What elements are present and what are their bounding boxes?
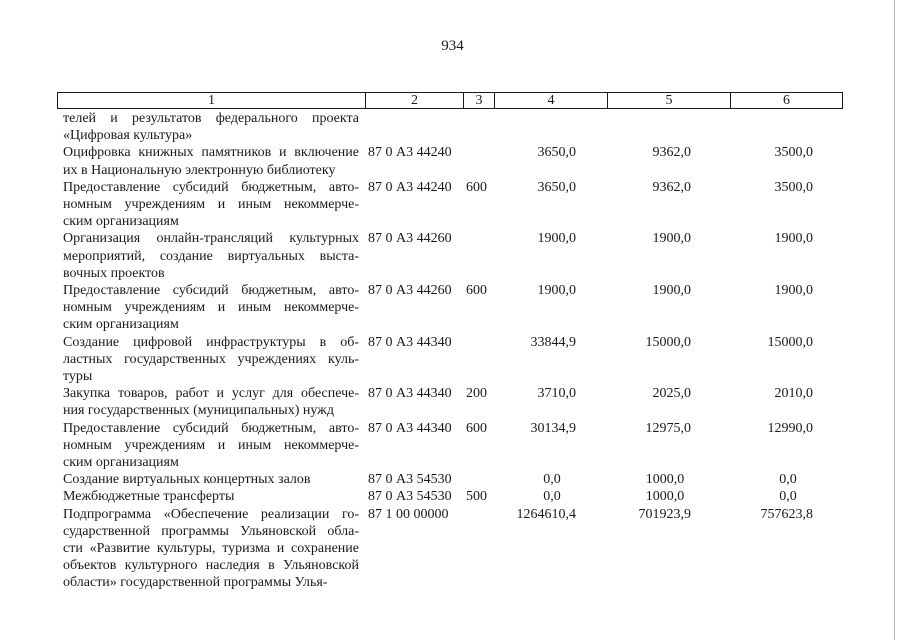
row-value-col5: 1900,0 [652, 283, 691, 299]
row-value-col6: 2010,0 [774, 386, 813, 402]
row-value-col4: 33844,9 [530, 334, 576, 350]
description-line: сти «Развитие культуры, туризма и сохранение [63, 541, 359, 557]
row-value-col4: 0,0 [543, 472, 561, 488]
row-expense-type: 600 [466, 420, 487, 436]
row-value-col5: 1000,0 [645, 489, 685, 505]
row-value-col6: 15000,0 [767, 334, 813, 350]
row-code: 87 0 А3 54530 [368, 489, 452, 505]
row-description [63, 420, 359, 472]
row-value-col4: 1264610,4 [516, 506, 576, 522]
table-row [0, 144, 905, 178]
row-expense-type: 500 [466, 489, 487, 505]
table-row [0, 334, 905, 386]
page-number: 934 [441, 38, 464, 54]
row-code: 87 1 00 00000 [368, 506, 449, 522]
row-value-col5: 2025,0 [652, 386, 691, 402]
description-line: объектов культурного наследия в Ульяновской [63, 558, 359, 574]
row-value-col4: 3710,0 [537, 386, 576, 402]
header-col-2: 2 [365, 93, 463, 108]
row-value-col4: 0,0 [543, 489, 561, 505]
row-expense-type: 600 [466, 283, 487, 299]
header-col-4: 4 [494, 93, 607, 108]
description-line: телей и результатов федерального проекта [63, 111, 359, 126]
description-line: туры [63, 369, 93, 385]
row-description [63, 488, 359, 505]
row-description [63, 334, 359, 386]
row-value-col6: 0,0 [779, 489, 797, 505]
row-value-col4: 30134,9 [530, 420, 576, 436]
description-line: Оцифровка книжных памятников и включение [63, 145, 359, 161]
row-code: 87 0 А3 54530 [368, 472, 452, 488]
header-col-1: 1 [208, 93, 215, 108]
description-line: Предоставление субсидий бюджетным, авто- [63, 420, 359, 436]
row-value-col5: 12975,0 [645, 420, 691, 436]
row-description [63, 179, 359, 231]
row-value-col5: 15000,0 [645, 334, 691, 350]
description-line: Подпрограмма «Обеспечение реализации го- [63, 506, 359, 522]
header-col-3: 3 [463, 93, 494, 108]
description-line: Создание виртуальных концертных залов [63, 472, 311, 488]
description-line: ния государственных (муниципальных) нужд [63, 403, 334, 419]
description-line: Создание цифровой инфраструктуры в об- [63, 334, 359, 350]
row-description [63, 282, 359, 334]
row-value-col4: 3650,0 [537, 179, 576, 195]
row-value-col6: 3500,0 [774, 145, 813, 161]
row-description [63, 230, 359, 282]
description-line: Межбюджетные трансферты [63, 489, 235, 505]
table-row [0, 488, 905, 505]
row-code: 87 0 А3 44240 [368, 179, 452, 195]
table-header-row [57, 92, 843, 109]
row-value-col6: 757623,8 [760, 506, 813, 522]
row-value-col6: 3500,0 [774, 179, 813, 195]
row-description [63, 110, 359, 144]
row-value-col4: 1900,0 [537, 231, 576, 247]
table-row [0, 110, 905, 144]
row-value-col4: 3650,0 [537, 145, 576, 161]
row-value-col6: 1900,0 [774, 283, 813, 299]
description-line: Организация онлайн-трансляций культурных [63, 231, 359, 247]
row-code: 87 0 А3 44260 [368, 231, 452, 247]
row-code: 87 0 А3 44340 [368, 420, 452, 436]
row-value-col6: 1900,0 [774, 231, 813, 247]
row-value-col5: 1000,0 [645, 472, 685, 488]
row-description [63, 506, 359, 592]
table-row [0, 506, 905, 592]
row-value-col5: 9362,0 [652, 179, 691, 195]
table-row [0, 420, 905, 472]
table-row [0, 179, 905, 231]
description-line: ским организациям [63, 455, 179, 471]
row-code: 87 0 А3 44260 [368, 283, 452, 299]
description-line: номным учреждениям и иным некоммерче- [63, 437, 359, 453]
row-value-col5: 1900,0 [652, 231, 691, 247]
row-value-col5: 701923,9 [638, 506, 691, 522]
row-expense-type: 200 [466, 386, 487, 402]
table-row [0, 471, 905, 488]
table-row [0, 385, 905, 419]
description-line: вочных проектов [63, 265, 165, 281]
row-description [63, 471, 359, 488]
description-line: Предоставление субсидий бюджетным, авто- [63, 283, 359, 299]
row-value-col6: 12990,0 [767, 420, 813, 436]
row-value-col6: 0,0 [779, 472, 797, 488]
header-col-6: 6 [730, 93, 842, 108]
row-value-col5: 9362,0 [652, 145, 691, 161]
description-line: Закупка товаров, работ и услуг для обеспече- [63, 386, 359, 402]
description-line: мероприятий, создание виртуальных выста- [63, 248, 359, 264]
row-code: 87 0 А3 44340 [368, 334, 452, 350]
header-col-5: 5 [607, 93, 730, 108]
table-row [0, 230, 905, 282]
description-line: номным учреждениям и иным некоммерче- [63, 300, 359, 316]
row-expense-type: 600 [466, 179, 487, 195]
description-line: ским организациям [63, 317, 179, 333]
description-line: «Цифровая культура» [63, 128, 193, 144]
row-code: 87 0 А3 44340 [368, 386, 452, 402]
description-line: ским организациям [63, 214, 179, 230]
table-row [0, 282, 905, 334]
description-line: области» государственной программы Улья- [63, 575, 328, 591]
row-value-col4: 1900,0 [537, 283, 576, 299]
description-line: сударственной программы Ульяновской обла- [63, 523, 359, 539]
row-description [63, 144, 359, 178]
description-line: Предоставление субсидий бюджетным, авто- [63, 179, 359, 195]
table-body [0, 110, 905, 592]
row-code: 87 0 А3 44240 [368, 145, 452, 161]
row-description [63, 385, 359, 419]
description-line: ластных государственных учреждениях куль- [63, 351, 359, 367]
description-line: номным учреждениям и иным некоммерче- [63, 197, 359, 213]
description-line: их в Национальную электронную библиотеку [63, 162, 336, 178]
